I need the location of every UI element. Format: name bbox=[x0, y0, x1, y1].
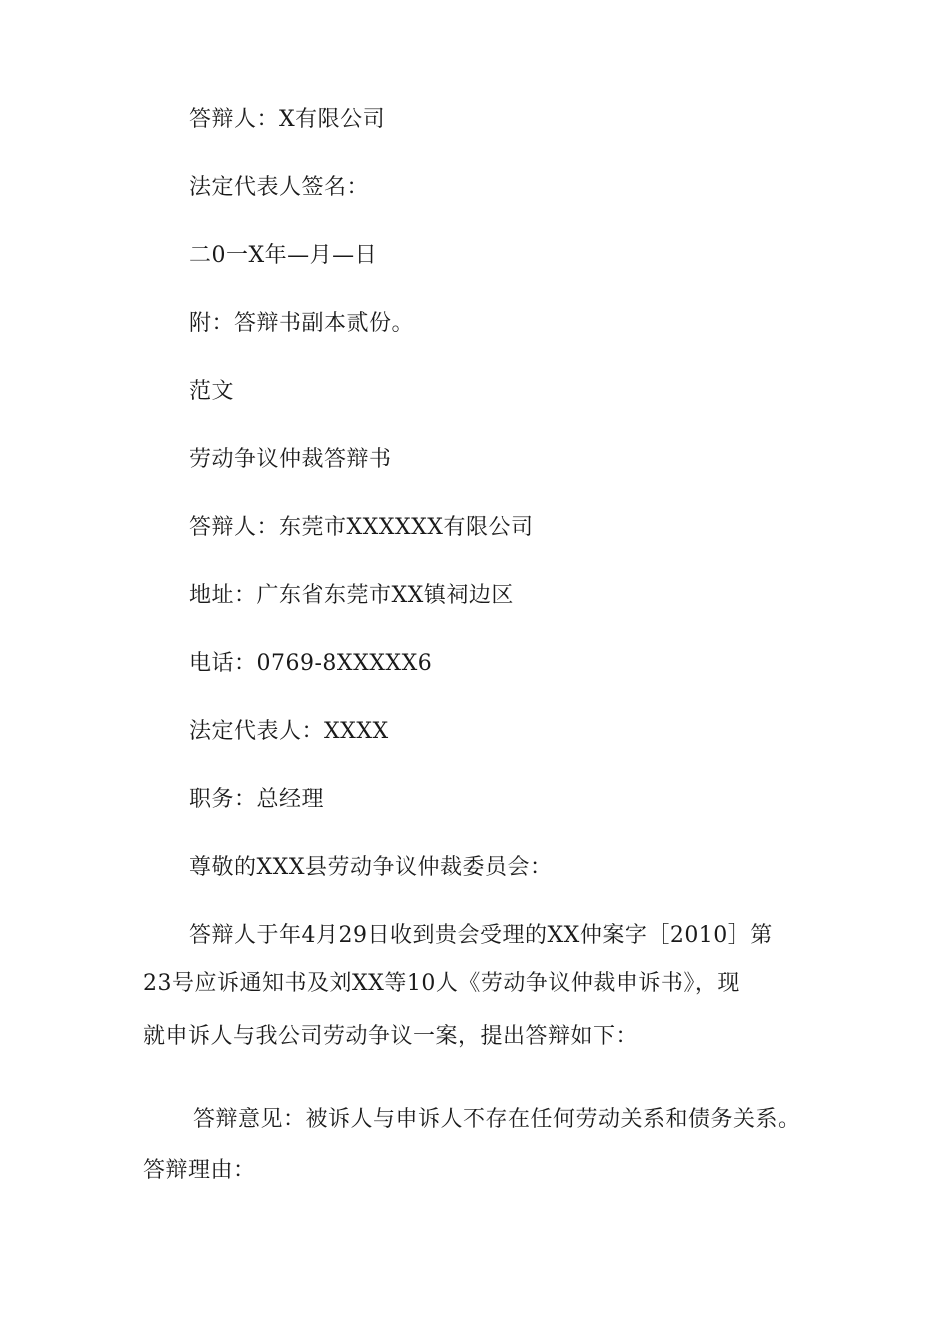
body-paragraph-line-1: 答辩人于年4月29日收到贵会受理的XX仲案字［2010］第 bbox=[189, 923, 773, 948]
reason-heading: 答辩理由： bbox=[143, 1158, 256, 1183]
sample-legal-rep: 法定代表人：XXXX bbox=[189, 719, 389, 744]
attachment-line: 附：答辩书副本贰份。 bbox=[189, 311, 415, 336]
sample-respondent: 答辩人：东莞市XXXXXX有限公司 bbox=[189, 515, 534, 540]
sample-phone: 电话：0769-8XXXXX6 bbox=[189, 651, 433, 676]
opinion-line: 答辩意见：被诉人与申诉人不存在任何劳动关系和债务关系。 bbox=[193, 1107, 801, 1132]
respondent-line: 答辩人：X有限公司 bbox=[189, 107, 386, 132]
body-paragraph-line-3: 就申诉人与我公司劳动争议一案，提出答辩如下： bbox=[143, 1024, 639, 1049]
body-paragraph-line-2: 23号应诉通知书及刘XX等10人《劳动争议仲裁申诉书》，现 bbox=[143, 971, 740, 996]
date-line: 二0一X年—月—日 bbox=[189, 243, 378, 268]
sample-label: 范文 bbox=[189, 379, 235, 404]
legal-rep-signature-line: 法定代表人签名： bbox=[189, 175, 370, 200]
sample-position: 职务：总经理 bbox=[189, 787, 325, 812]
sample-address: 地址：广东省东莞市XX镇祠边区 bbox=[189, 583, 514, 608]
sample-title: 劳动争议仲裁答辩书 bbox=[189, 447, 392, 472]
salutation: 尊敬的XXX县劳动争议仲裁委员会： bbox=[189, 855, 553, 880]
